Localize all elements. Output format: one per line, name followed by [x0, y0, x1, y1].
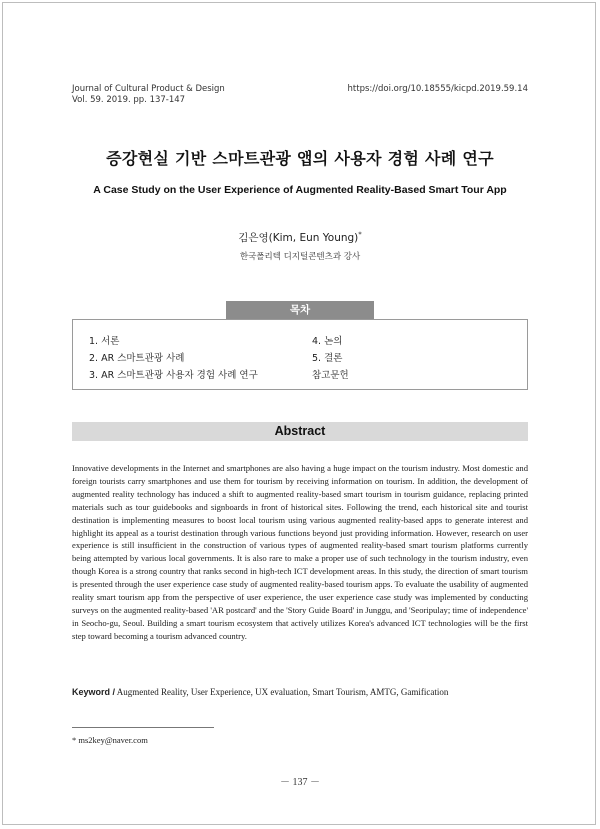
toc-item: 5. 결론: [312, 353, 343, 364]
author-mark: *: [358, 230, 362, 239]
abstract-heading: Abstract: [274, 424, 326, 438]
toc-item: 2. AR 스마트관광 사례: [89, 353, 185, 364]
footnote-mark: *: [72, 735, 77, 745]
page-number: － 137 －: [280, 777, 320, 788]
title-english: A Case Study on the User Experience of Augmented Reality-Based Smart Tour App: [93, 184, 507, 196]
journal-header: [72, 84, 225, 106]
toc-heading: 목차: [226, 301, 374, 319]
author-name: 김은영(Kim, Eun Young): [238, 232, 359, 244]
keyword-label: Keyword /: [72, 687, 116, 697]
keyword-line: [72, 687, 528, 697]
footnote-divider: [72, 727, 214, 728]
toc-right-column: [312, 333, 349, 384]
author-line: [0, 230, 600, 245]
toc-item: 3. AR 스마트관광 사용자 경험 사례 연구: [89, 370, 258, 381]
footnote: [72, 735, 148, 745]
toc-left-column: [89, 333, 258, 384]
doi-link[interactable]: https://doi.org/10.18555/kicpd.2019.59.14: [347, 84, 528, 94]
page-border: [2, 2, 596, 825]
footnote-email: ms2key@naver.com: [78, 735, 148, 745]
abstract-text: Innovative developments in the Internet and smartphones are also having a huge impact on the tourism industry. Most domestic and foreign tourists carry smartphones and use them for tourism by receiving information on tourism. In addition, the development of augmented reality technology has induced a shift to augmented reality-based smart tourism in tourism guidance, replacing printed materials such as tour guidebooks and signboards in front of historical sites. Following the trend, each historical site and tourist destination is implementing measures to boost local tourism using various augmented reality-based apps to generate interest and highlight its appeal as a tourist destination through various functions beyond just providing information. However, research on user experience is still insufficient in the construction of various types of augmented reality-based smart tourism platforms currently being attempted by various local governments. It is also rare to make a proper use of such technology in the tourism industry, even though Korea is a strong country that ranks second in high-tech ICT development areas. In this study, the direction of smart tourism is presented through the user experience case study of augmented reality-based tourism apps. To evaluate the usability of augmented reality smart tourism app from the perspective of user experience, the user experience case study was implemented by conducting surveys on the augmented reality-based 'AR postcard' and the 'Story Guide Board' in Junggu, and 'Seoripulay; time of independence' in Seocho-gu, Seoul. Building a smart tourism ecosystem that actively utilizes Korea's advanced ICT technologies will be the first step toward becoming a tourism advanced country.: [72, 463, 528, 641]
toc-item: 4. 논의: [312, 336, 343, 347]
toc-item: 1. 서론: [89, 336, 120, 347]
toc-item: 참고문헌: [312, 370, 349, 381]
author-affiliation: 한국폴리텍 디지털콘텐츠과 강사: [239, 252, 361, 262]
journal-volume: Vol. 59. 2019. pp. 137-147: [72, 95, 186, 105]
keyword-list: Augmented Reality, User Experience, UX evaluation, Smart Tourism, AMTG, Gamification: [116, 687, 449, 697]
journal-name: Journal of Cultural Product & Design: [72, 84, 225, 94]
title-korean: 증강현실 기반 스마트관광 앱의 사용자 경험 사례 연구: [106, 149, 494, 168]
